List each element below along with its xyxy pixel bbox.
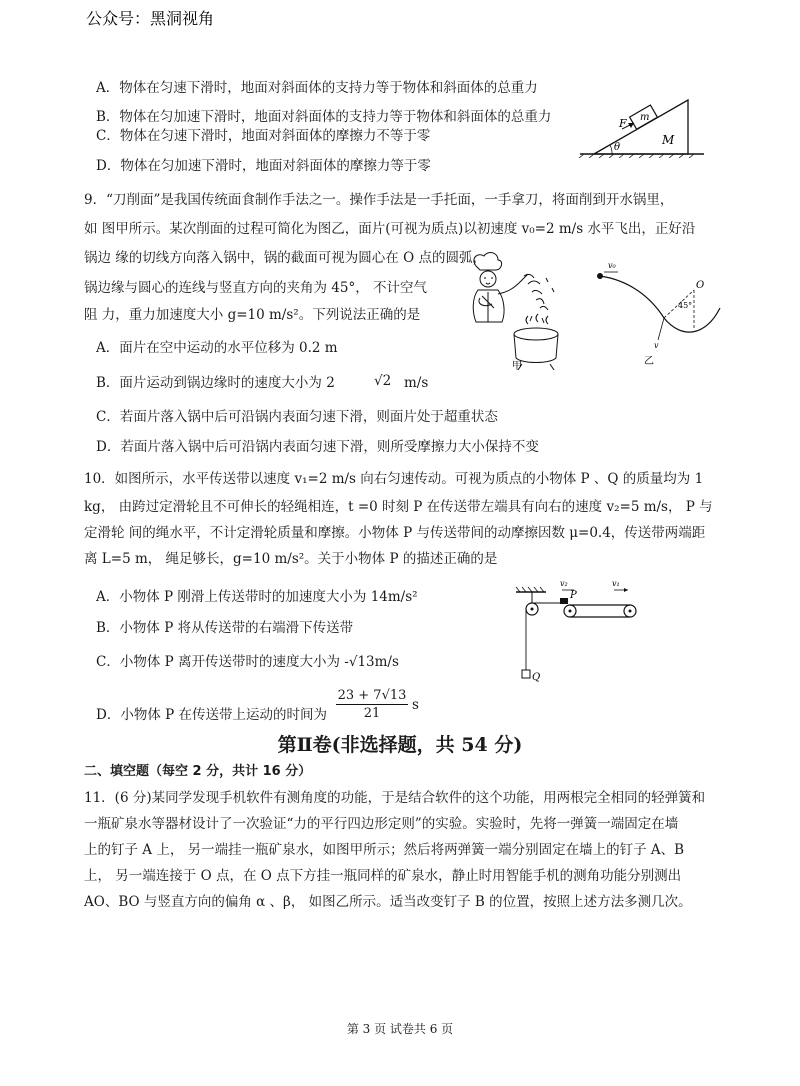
- theta-label: θ: [614, 142, 621, 153]
- q9-option-b-sqrt: √2: [374, 373, 392, 389]
- page-footer: 第 3 页 试卷共 6 页: [346, 1022, 454, 1036]
- q9-option-c: C．若面片落入锅中后可沿锅内表面匀速下滑，则面片处于超重状态: [96, 409, 498, 425]
- center-o-label: O: [696, 280, 705, 291]
- q-label: Q: [532, 672, 541, 683]
- q10-option-c: C．小物体 P 离开传送带时的速度大小为 -√13m/s: [96, 654, 399, 670]
- angle-label: 45°: [678, 301, 693, 310]
- q10-line-3: 定滑轮 间的绳水平，不计定滑轮质量和摩擦。小物体 P 与传送带间的动摩擦因数 μ=0.4，传送带两端距: [84, 525, 706, 541]
- v-label: v: [654, 341, 659, 350]
- q10-time-unit: s: [412, 697, 419, 713]
- v0-label: v₀: [608, 261, 616, 270]
- q9-line-4: 锅边缘与圆心的连线与竖直方向的夹角为 45°， 不计空气: [84, 280, 428, 296]
- mass-m-label: m: [640, 112, 650, 123]
- watermark: 公众号：黑洞视角: [86, 9, 215, 28]
- fill-blank-section-title: 二、填空题（每空 2 分，共计 16 分）: [84, 764, 312, 779]
- q8-option-a: A．物体在匀速下滑时，地面对斜面体的支持力等于物体和斜面体的总重力: [96, 80, 538, 96]
- q10-line-1: 10．如图所示，水平传送带以速度 v₁=2 m/s 向右匀速传动。可视为质点的小物体 P 、Q 的质量均为 1: [84, 471, 704, 487]
- conveyor-figure: [512, 576, 648, 686]
- figure-jia-label: 甲: [512, 361, 522, 370]
- q10-option-a: A．小物体 P 刚滑上传送带时的加速度大小为 14m/s²: [96, 589, 418, 605]
- q10-time-denominator: 21: [363, 706, 381, 721]
- q9-line-3: 锅边 缘的切线方向落入锅中，锅的截面可视为圆心在 O 点的圆弧，: [84, 250, 486, 266]
- q10-time-numerator: 23 + 7√13: [337, 688, 407, 703]
- p-label: P: [570, 590, 577, 601]
- q8-option-c: C．物体在匀速下滑时，地面对斜面体的摩擦力不等于零: [96, 128, 431, 144]
- q9-option-d: D．若面片落入锅中后可沿锅内表面匀速下滑，则所受摩擦力大小保持不变: [96, 439, 539, 455]
- q11-line-1: 11．(6 分)某同学发现手机软件有测角度的功能，于是结合软件的这个功能，用两根完全相同的轻弹簧和: [84, 790, 706, 806]
- figure-yi-label: 乙: [644, 356, 654, 366]
- q9-option-b: B．面片运动到锅边缘时的速度大小为 2: [96, 375, 335, 391]
- q8-option-d: D．物体在匀加速下滑时，地面对斜面体的摩擦力等于零: [96, 158, 431, 174]
- q9-option-a: A．面片在空中运动的水平位移为 0.2 m: [96, 340, 338, 356]
- q10-line-2: kg， 由跨过定滑轮且不可伸长的轻绳相连，t =0 时刻 P 在传送带左端具有向右的速度 v₂=5 m/s， P 与: [84, 499, 713, 515]
- q11-line-5: AO、BO 与竖直方向的偏角 α 、β， 如图乙所示。适当改变钉子 B 的位置，按照上述方法多测几次。: [84, 894, 692, 910]
- force-label: F: [619, 117, 627, 130]
- v2-label: v₂: [560, 579, 568, 588]
- q11-line-4: 上， 另一端连接于 O 点，在 O 点下方挂一瓶同样的矿泉水，静止时用智能手机的测角功能分别测出: [84, 868, 682, 884]
- q9-line-5: 阻 力，重力加速度大小 g=10 m/s²。下列说法正确的是: [84, 307, 421, 323]
- q9-line-2: 如 图甲所示。某次削面的过程可简化为图乙，面片(可视为质点)以初速度 v₀=2 m/s 水平飞出，正好沿: [84, 221, 696, 237]
- q11-line-3: 上的钉子 A 上， 另一端挂一瓶矿泉水，如图甲所示；然后将两弹簧一端分别固定在墙上的钉子 A、B: [84, 842, 685, 858]
- q8-option-b: B．物体在匀加速下滑时，地面对斜面体的支持力等于物体和斜面体的总重力: [96, 109, 552, 125]
- q9-line-1: 9．“刀削面”是我国传统面食制作手法之一。操作手法是一手托面，一手拿刀，将面削到开水锅里，: [84, 192, 674, 208]
- trajectory-figure: [588, 256, 724, 366]
- q10-line-4: 离 L=5 m， 绳足够长，g=10 m/s²。关于小物体 P 的描述正确的是: [84, 551, 498, 567]
- v1-label: v₁: [612, 579, 620, 588]
- incline-figure: [578, 92, 708, 158]
- q10-option-d: D．小物体 P 在传送带上运动的时间为: [96, 707, 327, 723]
- q9-option-b-unit: m/s: [404, 375, 429, 391]
- q11-line-2: 一瓶矿泉水等器材设计了一次验证“力的平行四边形定则”的实验。实验时，先将一弹簧一端固定在墙: [84, 816, 679, 832]
- part-two-title: 第Ⅱ卷(非选择题，共 54 分): [277, 734, 523, 756]
- q10-option-b: B．小物体 P 将从传送带的右端滑下传送带: [96, 620, 354, 636]
- mass-M-label: M: [662, 133, 675, 147]
- chef-figure: [462, 248, 584, 370]
